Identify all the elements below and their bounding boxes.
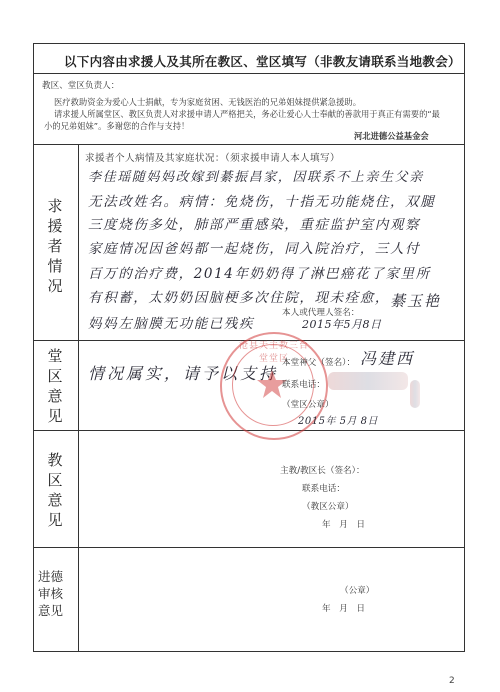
applicant-section-label: 求 援 者 情 况 [47, 197, 63, 295]
handwriting-line-3: 三度烧伤多处，肺部严重感染，重症监护室内观察 [88, 217, 421, 233]
handwriting-line-6: 有积蓄，太奶奶因脑梗多次住院，现未痊愈， [88, 290, 390, 306]
priest-label: 本堂神父（签名）： [282, 358, 356, 368]
divider [33, 144, 465, 145]
parish-phone-label: 联系电话： [282, 380, 325, 390]
notice-paragraph-2: 请求援人所属堂区、教区负责人对求援申请人严格把关，务必让爱心人士奉献的善款用于真正有需要的“最 [54, 109, 440, 119]
applicant-signature: 綦玉艳 [390, 292, 442, 310]
stamp-text: 沧县天主教三台堂堂区 [238, 341, 309, 364]
parish-section-label: 堂 区 意 见 [47, 347, 63, 425]
page-number: 2 [449, 676, 455, 686]
handwriting-line-7: 妈妈左脑膜无功能已残疾 [88, 316, 255, 332]
redacted-phone [328, 372, 408, 390]
divider [33, 547, 465, 548]
label-column-divider [78, 144, 79, 652]
diocese-date: 年 月 日 [322, 520, 365, 530]
diocese-seal-label: （教区公章） [302, 502, 354, 512]
diocese-section-label: 教 区 意 见 [47, 451, 63, 529]
foundation-signature: 河北进德公益基金会 [354, 131, 429, 141]
bishop-label: 主教/教区长（签名）： [280, 466, 365, 476]
handwriting-line-5: 百万的治疗费，2014年奶奶得了淋巴癌花了家里所 [88, 266, 431, 282]
notice-paragraph-1: 医疗救助资金为爱心人士捐献，专为家庭贫困、无钱医治的兄弟姐妹提供紧急援助。 [54, 97, 361, 107]
divider [33, 73, 465, 74]
priest-signature: 冯建西 [360, 349, 415, 368]
form-header: 以下内容由求援人及其所在教区、堂区填写（非教友请联系当地教会） [64, 54, 461, 69]
diocese-phone-label: 联系电话： [302, 484, 345, 494]
handwriting-line-2: 无法改姓名。病情：免烧伤，十指无功能烧住，双腿 [88, 194, 436, 210]
responsible-label: 教区、堂区负责人： [42, 81, 120, 91]
parish-opinion: 情况属实，请予以支持 [88, 364, 279, 383]
applicant-signature-label: 本人或代理人签名： [282, 308, 360, 318]
applicant-signature-date: 2015年5月8日 [302, 318, 382, 331]
handwriting-line-1: 李佳瑶随妈妈改嫁到綦振昌家，因联系不上亲生父亲 [88, 170, 424, 185]
parish-seal-label: （堂区公章） [282, 400, 334, 410]
review-section-label: 进德 审核 意见 [38, 569, 64, 618]
applicant-instruction: 求援者个人病情及其家庭状况：（须求援申请人本人填写） [85, 153, 341, 164]
review-seal-label: （公章） [340, 586, 375, 596]
notice-paragraph-2-cont: 小的兄弟姐妹”。多谢您的合作与支持！ [44, 121, 190, 131]
parish-date: 2015年 5月 8日 [298, 416, 379, 427]
handwriting-line-4: 家庭情况因爸妈都一起烧伤，同入院治疗，三人付 [88, 241, 421, 257]
review-date: 年 月 日 [322, 604, 365, 614]
redacted-mark [410, 380, 420, 408]
